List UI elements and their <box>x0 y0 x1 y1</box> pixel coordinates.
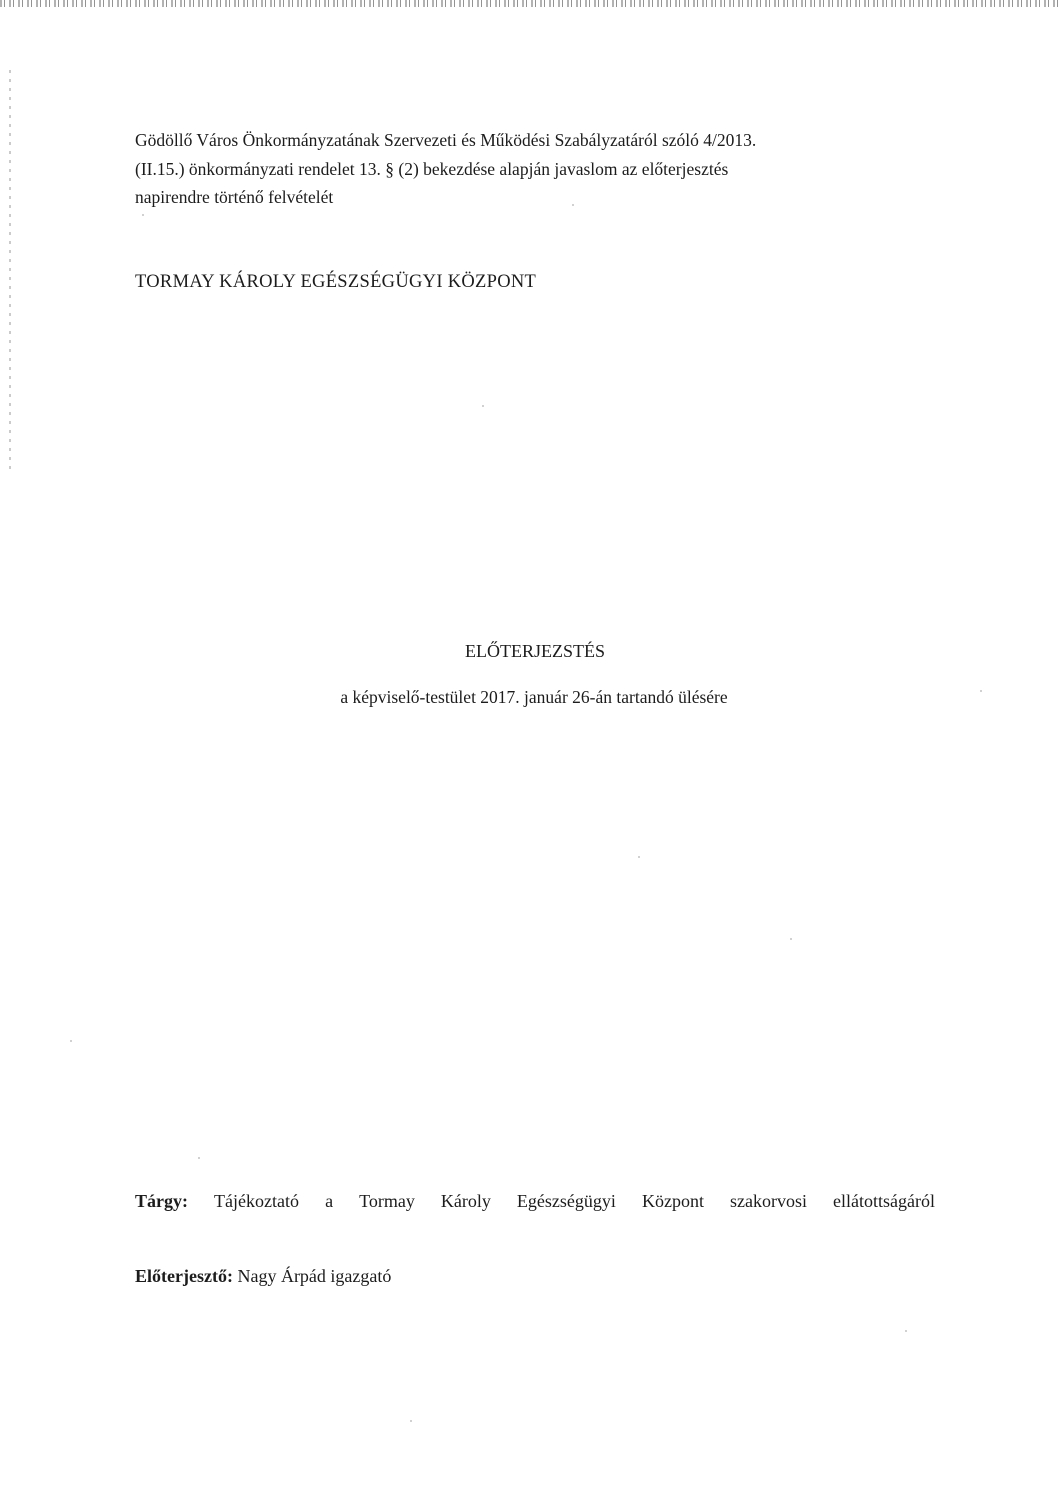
scan-speck <box>70 1040 72 1042</box>
subject-word: ellátottságáról <box>833 1191 935 1211</box>
subject-word: Egészségügyi <box>516 1191 616 1211</box>
scan-speck <box>410 1420 412 1422</box>
subject-word: a <box>325 1191 334 1211</box>
document-title: ELŐTERJEZSTÉS <box>465 641 605 661</box>
document-subtitle: a képviselő-testület 2017. január 26-án tartandó ülésére <box>340 687 728 707</box>
intro-line: (II.15.) önkormányzati rendelet 13. § (2) bekezdése alapján javaslom az előterjesztés <box>135 158 729 179</box>
scan-speck <box>198 1157 200 1159</box>
subject-word: Tormay <box>359 1191 415 1211</box>
subject-label: Tárgy: <box>135 1191 188 1211</box>
subject-word: Központ <box>641 1191 704 1211</box>
subject-line <box>135 1191 935 1212</box>
presenter-line <box>135 1266 391 1287</box>
scan-speck <box>482 405 484 407</box>
scan-speck <box>790 938 792 940</box>
intro-line: napirendre történő felvételét <box>135 187 334 207</box>
scan-speck <box>905 1330 907 1332</box>
subject-word: Károly <box>440 1191 491 1211</box>
presenter-label: Előterjesztő: <box>135 1266 233 1286</box>
scan-edge-artifact <box>0 0 1058 7</box>
intro-paragraph <box>135 126 905 212</box>
institution-name: TORMAY KÁROLY EGÉSZSÉGÜGYI KÖZPONT <box>135 272 537 292</box>
presenter-name: Nagy Árpád igazgató <box>237 1266 392 1286</box>
scan-margin-artifact <box>9 70 11 470</box>
subject-word: szakorvosi <box>730 1191 807 1211</box>
subject-word: Tájékoztató <box>214 1191 300 1211</box>
scan-speck <box>142 214 144 216</box>
scan-speck <box>638 856 640 858</box>
intro-line: Gödöllő Város Önkormányzatának Szervezeti és Működési Szabályzatáról szóló 4/2013. <box>135 130 757 150</box>
